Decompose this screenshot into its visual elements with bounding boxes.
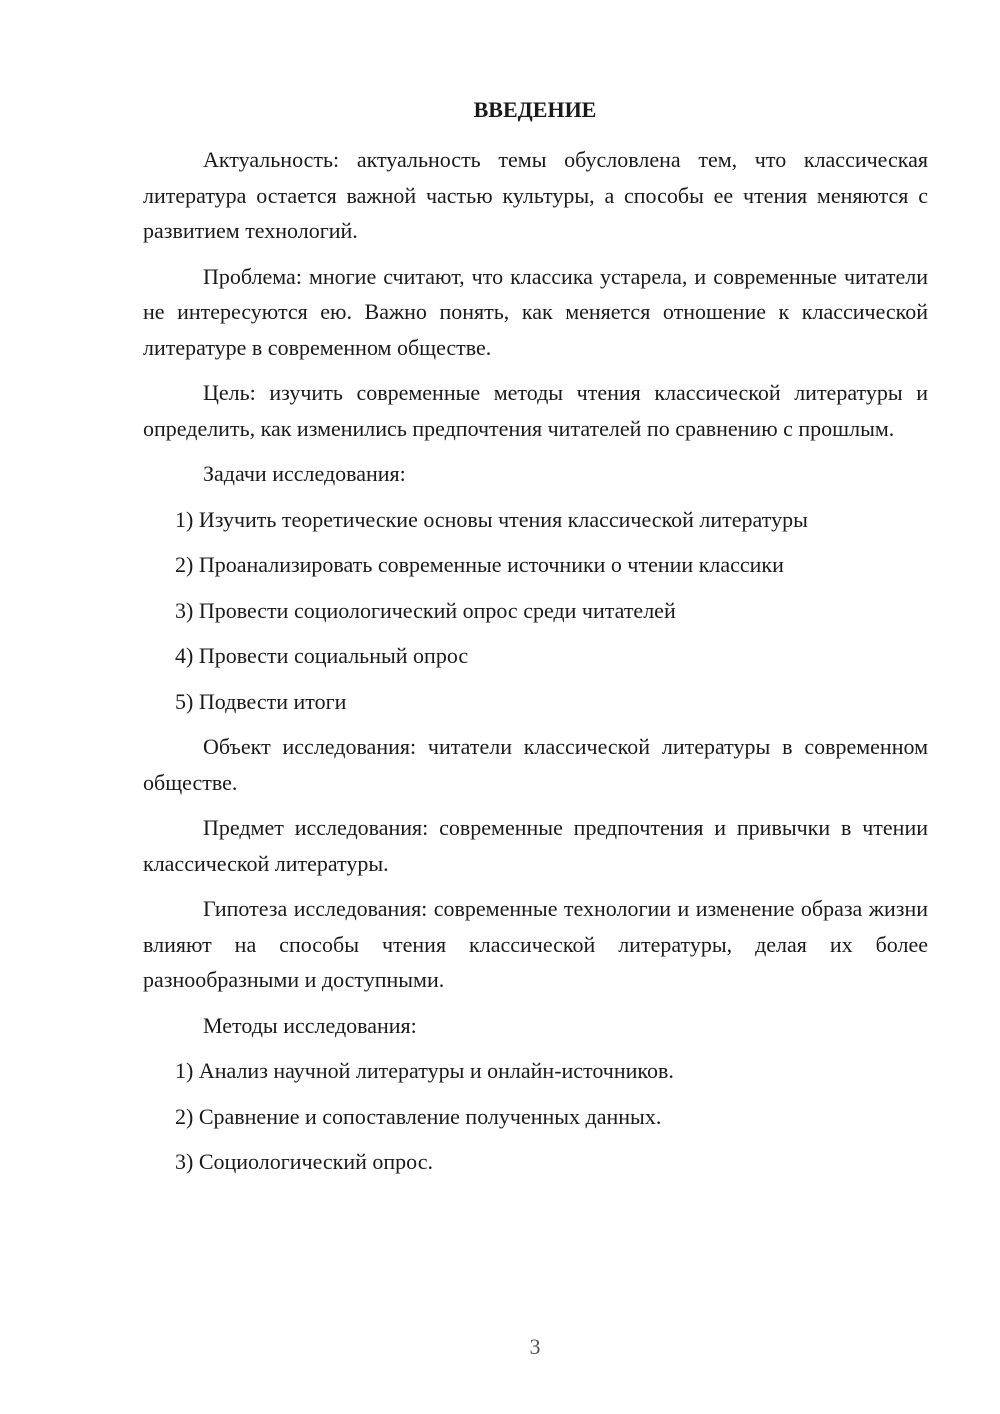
document-body [143,142,928,1190]
object-paragraph: Объект исследования: читатели классической литературы в современном обществе. [143,734,928,795]
relevance-paragraph: Актуальность: актуальность темы обусловлена тем, что классическая литература остается важной частью культуры, а способы ее чтения меняются с развитием технологий. [143,147,928,243]
task-item: 1) Изучить теоретические основы чтения классической литературы [175,506,808,532]
task-item: 3) Провести социологический опрос среди читателей [175,597,676,623]
methods-heading: Методы исследования: [203,1012,417,1038]
method-item: 2) Сравнение и сопоставление полученных данных. [175,1103,662,1129]
method-item: 1) Анализ научной литературы и онлайн-источников. [175,1058,674,1083]
hypothesis-paragraph: Гипотеза исследования: современные технологии и изменение образа жизни влияют на способы чтения классической литературы, делая их более разнообразными и доступными. [143,896,928,992]
task-item: 5) Подвести итоги [175,688,347,714]
method-item: 3) Социологический опрос. [175,1149,433,1174]
subject-paragraph: Предмет исследования: современные предпочтения и привычки в чтении классической литературы. [143,815,928,876]
goal-paragraph: Цель: изучить современные методы чтения классической литературы и определить, как изменились предпочтения читателей по сравнению с прошлым. [143,380,928,441]
tasks-heading: Задачи исследования: [203,461,406,486]
task-item: 2) Проанализировать современные источники о чтении классики [175,552,784,577]
page-title: ВВЕДЕНИЕ [473,97,597,122]
problem-paragraph: Проблема: многие считают, что классика устарела, и современные читатели не интересуются ею. Важно понять, как меняется отношение к классической литературе в современном обществе. [143,263,928,360]
page-number: 3 [529,1334,541,1359]
task-item: 4) Провести социальный опрос [175,643,469,668]
